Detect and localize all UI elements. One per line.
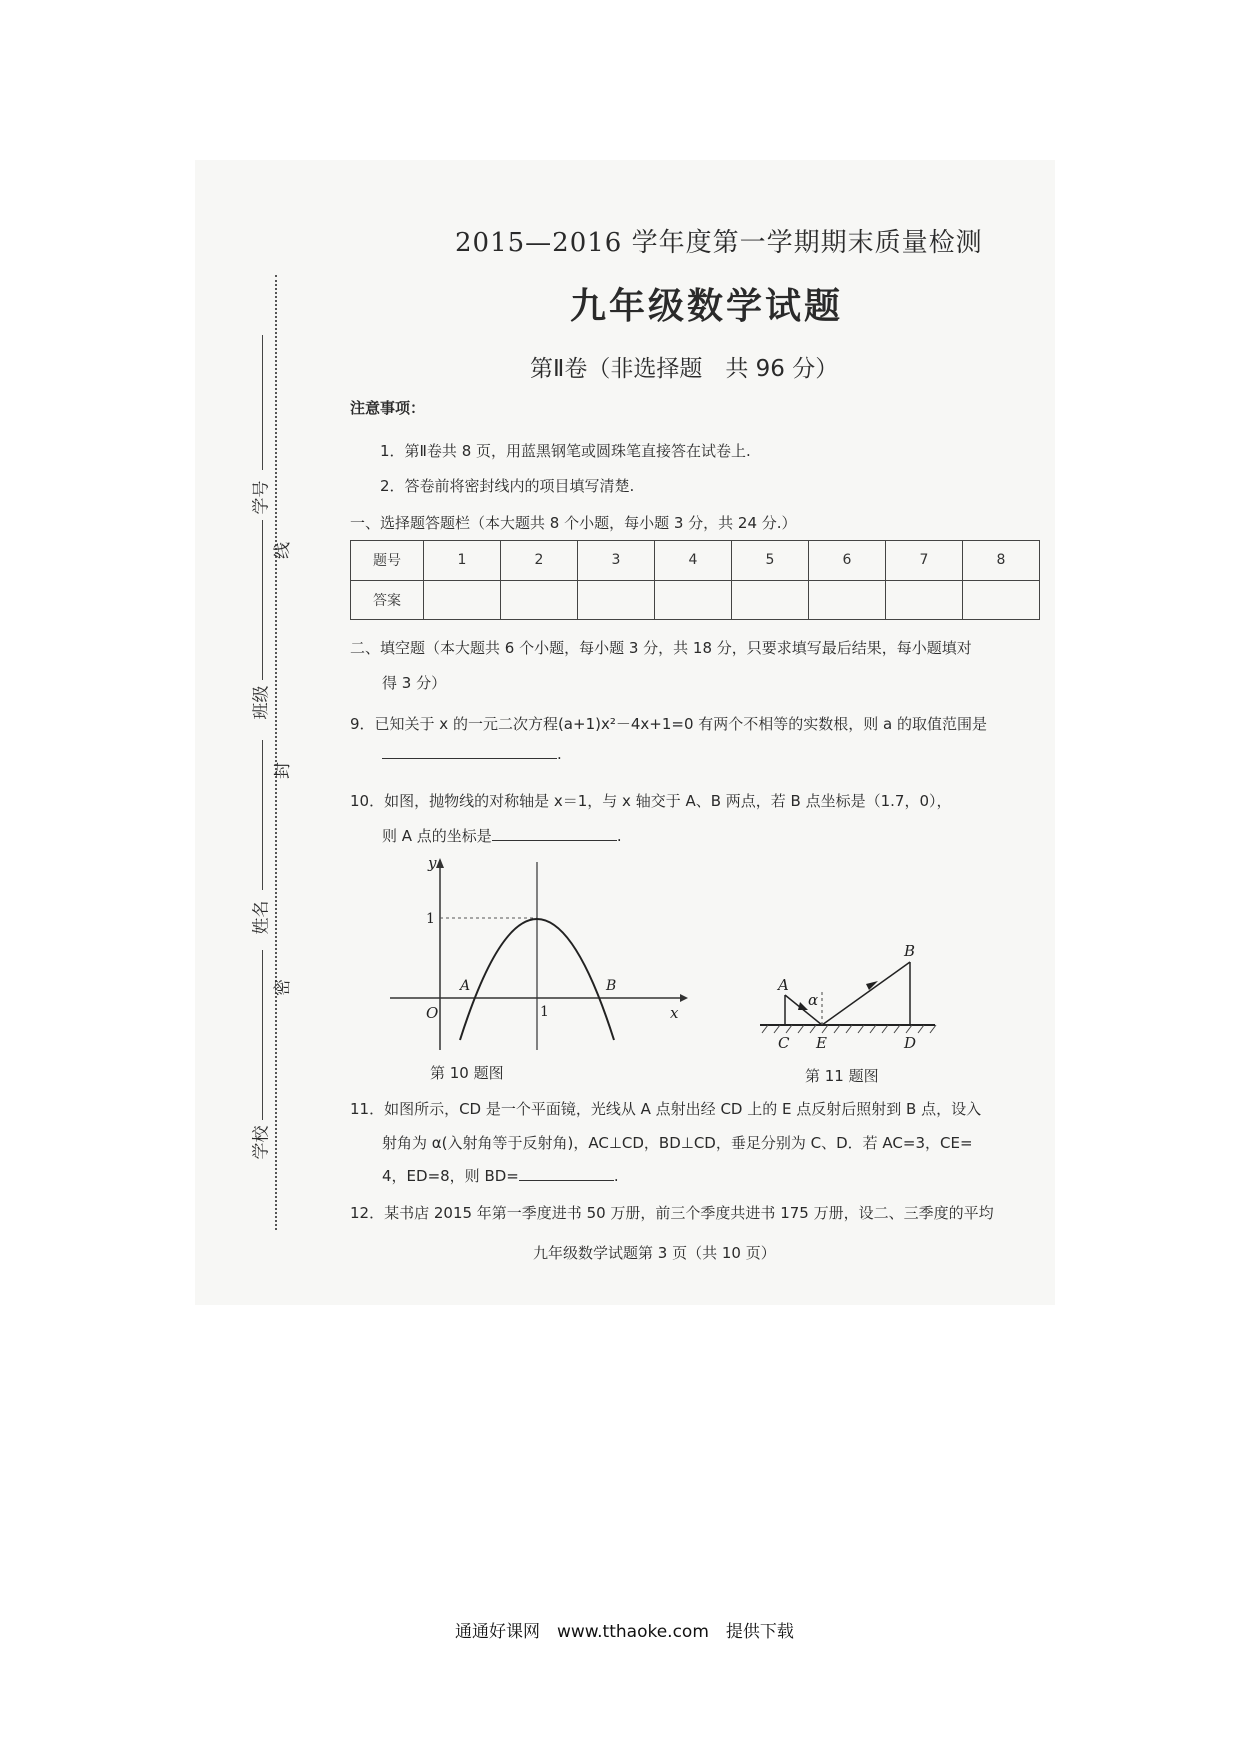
answer-cell[interactable] bbox=[655, 580, 732, 620]
question-number-cell: 4 bbox=[655, 541, 732, 581]
question-number-cell: 5 bbox=[732, 541, 809, 581]
question-10-prompt: 则 A 点的坐标是 bbox=[382, 827, 492, 845]
question-number-cell: 2 bbox=[501, 541, 578, 581]
answer-table-number-row bbox=[351, 541, 1040, 581]
binding-mark-secret: 密 bbox=[273, 979, 293, 996]
question-10-period: . bbox=[616, 827, 622, 845]
y-one-label: 1 bbox=[426, 911, 435, 927]
note-1: 1．第Ⅱ卷共 8 页，用蓝黑钢笔或圆珠笔直接答在试卷上. bbox=[380, 442, 751, 460]
question-11-prompt: 4，ED=8，则 BD= bbox=[382, 1167, 519, 1185]
question-11-period: . bbox=[613, 1167, 619, 1185]
alpha-label: α bbox=[808, 991, 819, 1009]
section1-heading: 一、选择题答题栏（本大题共 8 个小题，每小题 3 分，共 24 分.） bbox=[350, 514, 797, 532]
figure-10-parabola bbox=[380, 850, 700, 1060]
notes-title: 注意事项： bbox=[350, 399, 426, 417]
section2-heading-line1: 二、填空题（本大题共 6 个小题，每小题 3 分，共 18 分，只要求填写最后结果，每小题填对 bbox=[350, 639, 972, 657]
question-10-answer bbox=[382, 825, 622, 846]
question-number-cell: 1 bbox=[424, 541, 501, 581]
question-10-blank[interactable] bbox=[492, 839, 617, 841]
question-9-period: . bbox=[557, 745, 562, 763]
question-number-cell: 3 bbox=[578, 541, 655, 581]
question-number-label: 题号 bbox=[351, 541, 424, 581]
page-subtitle: 第Ⅱ卷（非选择题 共 96 分） bbox=[530, 356, 839, 382]
question-11-line2: 射角为 α(入射角等于反射角)，AC⊥CD，BD⊥CD，垂足分别为 C、D．若 AC=3，CE= bbox=[382, 1134, 973, 1152]
ray-eb bbox=[822, 962, 910, 1025]
question-number-cell: 7 bbox=[886, 541, 963, 581]
y-axis-label: y bbox=[428, 854, 437, 872]
x-axis-arrow bbox=[680, 994, 688, 1002]
x-one-label: 1 bbox=[540, 1004, 549, 1020]
mirror-hatching bbox=[762, 1025, 936, 1033]
question-9-answer bbox=[382, 745, 562, 763]
question-11-line1: 11．如图所示，CD 是一个平面镜，光线从 A 点射出经 CD 上的 E 点反射后照射到 B 点，设入 bbox=[350, 1100, 982, 1118]
answer-cell[interactable] bbox=[809, 580, 886, 620]
section2-heading-line2: 得 3 分） bbox=[382, 674, 447, 692]
point-a-label: A bbox=[778, 976, 789, 994]
answer-cell[interactable] bbox=[886, 580, 963, 620]
answer-cell[interactable] bbox=[501, 580, 578, 620]
download-site-credit: 通通好课网 www.tthaoke.com 提供下载 bbox=[455, 1622, 794, 1642]
point-c-label: C bbox=[778, 1034, 790, 1052]
question-11-blank[interactable] bbox=[519, 1179, 614, 1181]
question-number-cell: 6 bbox=[809, 541, 886, 581]
school-blank bbox=[262, 950, 263, 1120]
point-e-label: E bbox=[816, 1034, 827, 1052]
binding-mark-seal: 封 bbox=[273, 762, 293, 779]
figure-10-caption: 第 10 题图 bbox=[430, 1064, 504, 1082]
question-9-text: 9．已知关于 x 的一元二次方程(a+1)x²－4x+1=0 有两个不相等的实数根，则 a 的取值范围是 bbox=[350, 715, 987, 733]
y-axis-arrow bbox=[436, 858, 444, 868]
origin-label: O bbox=[426, 1004, 439, 1022]
arrow-ae bbox=[798, 1002, 808, 1010]
binding-mark-line: 线 bbox=[273, 542, 293, 559]
point-d-label: D bbox=[904, 1034, 917, 1052]
answer-label: 答案 bbox=[351, 580, 424, 620]
exam-line: 2015—2016 学年度第一学期期末质量检测 bbox=[455, 228, 983, 258]
name-label: 姓名 bbox=[251, 900, 272, 935]
question-9-blank[interactable] bbox=[382, 757, 557, 759]
answer-cell[interactable] bbox=[963, 580, 1040, 620]
school-label: 学校 bbox=[251, 1125, 272, 1160]
answer-cell[interactable] bbox=[732, 580, 809, 620]
figure-11-caption: 第 11 题图 bbox=[805, 1067, 879, 1085]
answer-cell[interactable] bbox=[424, 580, 501, 620]
note-2: 2．答卷前将密封线内的项目填写清楚. bbox=[380, 477, 635, 495]
question-11-answer bbox=[382, 1165, 619, 1186]
class-blank bbox=[262, 520, 263, 680]
answer-table-answer-row bbox=[351, 580, 1040, 620]
class-label: 班级 bbox=[251, 685, 272, 720]
question-number-cell: 8 bbox=[963, 541, 1040, 581]
page-footer: 九年级数学试题第 3 页（共 10 页） bbox=[533, 1244, 776, 1262]
name-blank bbox=[262, 740, 263, 890]
answer-cell[interactable] bbox=[578, 580, 655, 620]
question-10-text: 10．如图，抛物线的对称轴是 x＝1，与 x 轴交于 A、B 两点，若 B 点坐标是（1.7，0）， bbox=[350, 792, 952, 810]
binding-dotted-line bbox=[275, 275, 277, 1230]
answer-table bbox=[350, 540, 1040, 620]
point-a-label: A bbox=[460, 978, 471, 994]
point-b-label: B bbox=[606, 978, 617, 994]
page-title: 九年级数学试题 bbox=[570, 286, 844, 327]
point-b-label: B bbox=[904, 942, 916, 960]
figure-11-mirror bbox=[760, 940, 960, 1060]
x-axis-label: x bbox=[670, 1004, 679, 1022]
student-number-label: 学号 bbox=[251, 480, 272, 515]
question-12-line1: 12．某书店 2015 年第一季度进书 50 万册，前三个季度共进书 175 万册，设二、三季度的平均 bbox=[350, 1204, 994, 1222]
student-number-blank bbox=[262, 335, 263, 470]
